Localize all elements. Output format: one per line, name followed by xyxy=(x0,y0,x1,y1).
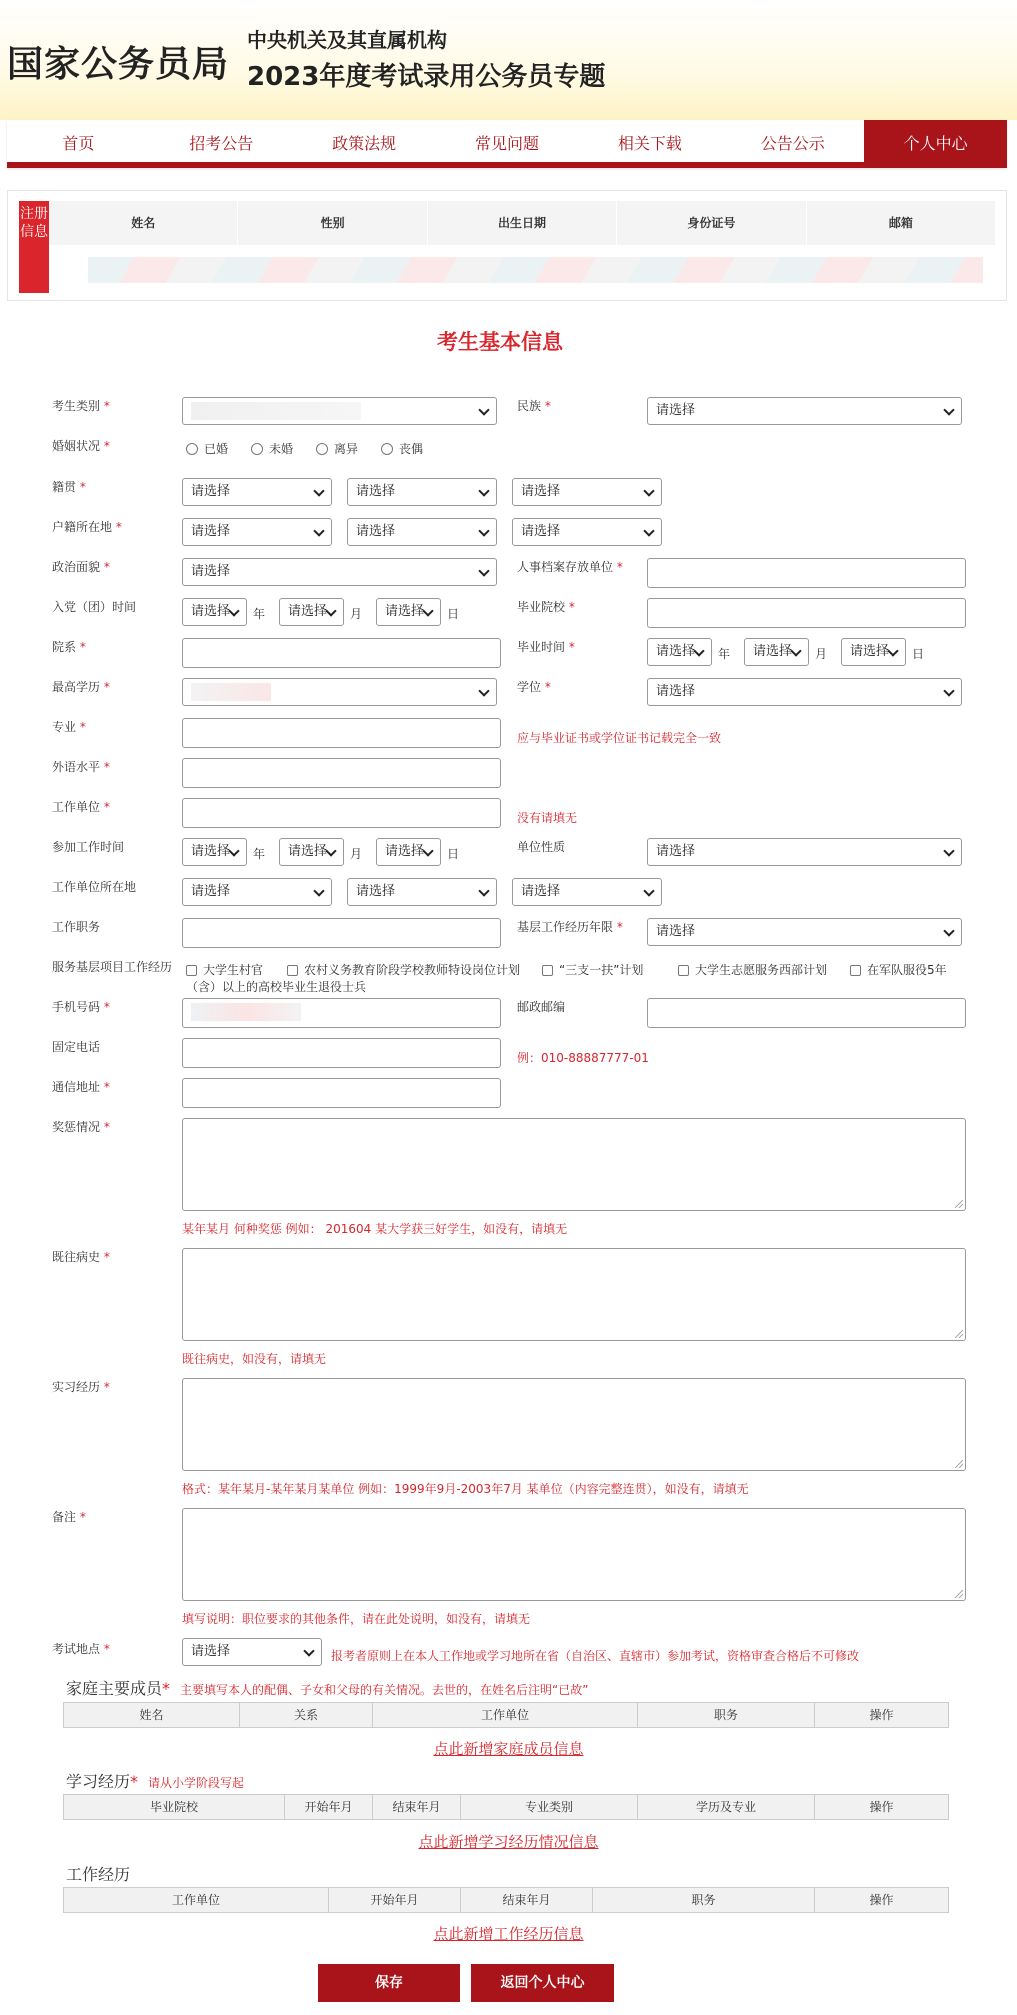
internship-hint: 格式：某年某月-某年某月某单位 例如：1999年9月-2003年7月 某单位（内容完整连贯），如没有，请填无 xyxy=(182,1482,749,1496)
nav-notices[interactable]: 公告公示 xyxy=(760,134,825,153)
label-ethnic: 民族 * xyxy=(517,399,551,413)
service-checkbox-village-official[interactable]: 大学生村官 xyxy=(186,961,263,978)
work-col-start: 开始年月 xyxy=(329,1888,461,1912)
family-col-position: 职务 xyxy=(638,1703,815,1727)
label-marital: 婚姻状况 * xyxy=(52,439,110,453)
unit-year: 年 xyxy=(253,607,266,621)
category-select[interactable] xyxy=(182,397,497,425)
work-year-select[interactable]: 请选择 xyxy=(182,838,247,866)
label-position: 工作职务 xyxy=(52,920,101,934)
label-category: 考生类别 * xyxy=(52,399,110,413)
registration-table-header xyxy=(49,201,996,245)
hukou-county-select[interactable]: 请选择 xyxy=(512,518,662,546)
major-hint: 应与毕业证书或学位证书记载完全一致 xyxy=(517,731,722,745)
awards-hint: 某年某月 何种奖惩 例如： 201604 某大学获三好学生，如没有，请填无 xyxy=(182,1222,568,1236)
edu-select[interactable] xyxy=(182,678,497,706)
service-checkbox-rural-teacher[interactable]: 农村义务教育阶段学校教师特设岗位计划 xyxy=(287,961,520,978)
marital-radio-widowed[interactable]: 丧偶 xyxy=(381,440,423,457)
add-study-link[interactable]: 点此新增学习经历情况信息 xyxy=(418,1833,599,1851)
unit-day: 日 xyxy=(447,847,460,861)
medical-hint: 既往病史，如没有，请填无 xyxy=(182,1352,327,1366)
service-checkbox-sanzhi-yifu[interactable]: “三支一扶”计划 xyxy=(542,961,643,978)
add-work-link[interactable]: 点此新增工作经历信息 xyxy=(433,1925,584,1943)
label-language: 外语水平 * xyxy=(52,760,110,774)
family-col-employer: 工作单位 xyxy=(373,1703,638,1727)
family-col-relation: 关系 xyxy=(240,1703,373,1727)
exam-loc-hint: 报考者原则上在本人工作地或学习地所在省（自治区、直辖市）参加考试，资格审查合格后不可修改 xyxy=(331,1649,860,1663)
registration-info-panel xyxy=(7,190,1007,301)
employer-input[interactable] xyxy=(182,798,501,828)
remarks-textarea[interactable] xyxy=(182,1508,966,1601)
grad-month-select[interactable]: 请选择 xyxy=(744,638,809,666)
tel-input[interactable] xyxy=(182,1038,501,1068)
label-internship: 实习经历 * xyxy=(52,1380,110,1394)
work-loc-county-select[interactable]: 请选择 xyxy=(512,878,662,906)
unit-day: 日 xyxy=(912,647,925,661)
site-header xyxy=(0,0,1017,120)
nav-home[interactable]: 首页 xyxy=(62,134,95,153)
site-logo[interactable]: 国家公务员局 xyxy=(7,44,230,85)
label-remarks: 备注 * xyxy=(52,1510,86,1524)
dept-input[interactable] xyxy=(182,638,501,668)
back-to-center-button[interactable]: 返回个人中心 xyxy=(471,1964,614,2002)
label-hukou: 户籍所在地 * xyxy=(52,520,122,534)
unit-day: 日 xyxy=(447,607,460,621)
unit-type-select[interactable]: 请选择 xyxy=(647,838,962,866)
party-day-select[interactable]: 请选择 xyxy=(376,598,441,626)
label-grad-time: 毕业时间 * xyxy=(517,640,575,654)
label-exam-loc: 考试地点 * xyxy=(52,1642,110,1656)
political-select[interactable]: 请选择 xyxy=(182,558,497,586)
study-section-title: 学习经历* 请从小学阶段写起 xyxy=(66,1772,245,1791)
label-work-start: 参加工作时间 xyxy=(52,840,125,854)
work-month-select[interactable]: 请选择 xyxy=(279,838,344,866)
header-subtitle: 中央机关及其直属机构 xyxy=(247,28,447,52)
position-input[interactable] xyxy=(182,918,501,948)
study-col-category: 专业类别 xyxy=(461,1795,638,1819)
col-name: 姓名 xyxy=(49,201,238,245)
party-year-select[interactable]: 请选择 xyxy=(182,598,247,626)
hukou-city-select[interactable]: 请选择 xyxy=(347,518,497,546)
native-city-select[interactable]: 请选择 xyxy=(347,478,497,506)
native-county-select[interactable]: 请选择 xyxy=(512,478,662,506)
label-awards: 奖惩情况 * xyxy=(52,1120,110,1134)
service-veteran-line2: （含）以上的高校毕业生退役士兵 xyxy=(186,980,367,994)
unit-year: 年 xyxy=(253,847,266,861)
work-col-employer: 工作单位 xyxy=(64,1888,329,1912)
label-political: 政治面貌 * xyxy=(52,560,110,574)
nav-personal-center[interactable]: 个人中心 xyxy=(864,120,1007,162)
work-loc-city-select[interactable]: 请选择 xyxy=(347,878,497,906)
label-unit-type: 单位性质 xyxy=(517,840,566,854)
save-button[interactable]: 保存 xyxy=(318,1964,460,2002)
address-input[interactable] xyxy=(182,1078,501,1108)
work-section-title: 工作经历 xyxy=(66,1865,131,1884)
work-day-select[interactable]: 请选择 xyxy=(376,838,441,866)
awards-textarea[interactable] xyxy=(182,1118,966,1211)
marital-radio-divorced[interactable]: 离异 xyxy=(316,440,358,457)
label-party-time: 入党（团）时间 xyxy=(52,600,137,614)
postcode-input[interactable] xyxy=(647,998,966,1028)
label-medical: 既往病史 * xyxy=(52,1250,110,1264)
marital-radio-married[interactable]: 已婚 xyxy=(186,440,228,457)
phone-input[interactable] xyxy=(182,998,501,1028)
nav-faq[interactable]: 常见问题 xyxy=(475,134,540,153)
label-address: 通信地址 * xyxy=(52,1080,110,1094)
work-col-end: 结束年月 xyxy=(461,1888,593,1912)
remarks-hint: 填写说明：职位要求的其他条件，请在此处说明，如没有，请填无 xyxy=(182,1612,531,1626)
label-school: 毕业院校 * xyxy=(517,600,575,614)
marital-radio-unmarried[interactable]: 未婚 xyxy=(251,440,293,457)
internship-textarea[interactable] xyxy=(182,1378,966,1471)
registration-row-redacted xyxy=(88,257,983,283)
study-col-start: 开始年月 xyxy=(285,1795,373,1819)
study-col-action: 操作 xyxy=(869,1800,894,1814)
add-family-member-link[interactable]: 点此新增家庭成员信息 xyxy=(433,1740,584,1758)
work-col-position: 职务 xyxy=(593,1888,815,1912)
label-work-loc: 工作单位所在地 xyxy=(52,880,137,894)
nav-announcements[interactable]: 招考公告 xyxy=(189,134,254,153)
service-checkbox-veteran[interactable]: 在军队服役5年 xyxy=(850,961,947,978)
family-col-action: 操作 xyxy=(869,1708,894,1722)
col-email: 邮箱 xyxy=(807,201,996,245)
study-col-degree-major: 学历及专业 xyxy=(638,1795,815,1819)
unit-year: 年 xyxy=(718,647,731,661)
label-archive: 人事档案存放单位 * xyxy=(517,560,623,574)
employer-hint: 没有请填无 xyxy=(517,811,578,825)
nav-downloads[interactable]: 相关下载 xyxy=(617,134,682,153)
unit-month: 月 xyxy=(815,647,828,661)
language-input[interactable] xyxy=(182,758,501,788)
major-input[interactable] xyxy=(182,718,501,748)
label-degree: 学位 * xyxy=(517,680,551,694)
unit-month: 月 xyxy=(350,607,363,621)
work-loc-province-select[interactable]: 请选择 xyxy=(182,878,332,906)
service-checkbox-western-volunteer[interactable]: 大学生志愿服务西部计划 xyxy=(678,961,827,978)
family-section-title: 家庭主要成员* 主要填写本人的配偶、子女和父母的有关情况。去世的，在姓名后注明“已故” xyxy=(66,1679,589,1698)
label-phone: 手机号码 * xyxy=(52,1000,110,1014)
degree-select[interactable]: 请选择 xyxy=(647,678,962,706)
study-col-school: 毕业院校 xyxy=(64,1795,285,1819)
label-employer: 工作单位 * xyxy=(52,800,110,814)
archive-input[interactable] xyxy=(647,558,966,588)
medical-textarea[interactable] xyxy=(182,1248,966,1341)
work-table-header xyxy=(63,1887,949,1913)
col-birthdate: 出生日期 xyxy=(428,201,617,245)
label-major: 专业 * xyxy=(52,720,86,734)
native-province-select[interactable]: 请选择 xyxy=(182,478,332,506)
header-title: 2023年度考试录用公务员专题 xyxy=(247,62,606,92)
party-month-select[interactable]: 请选择 xyxy=(279,598,344,626)
nav-policies[interactable]: 政策法规 xyxy=(332,134,397,153)
exam-loc-select[interactable]: 请选择 xyxy=(182,1638,322,1666)
work-col-action: 操作 xyxy=(869,1893,894,1907)
grad-year-select[interactable]: 请选择 xyxy=(647,638,712,666)
family-col-name: 姓名 xyxy=(64,1703,240,1727)
grad-day-select[interactable]: 请选择 xyxy=(841,638,906,666)
unit-month: 月 xyxy=(350,847,363,861)
label-postcode: 邮政邮编 xyxy=(517,1000,566,1014)
study-table-header xyxy=(63,1794,949,1820)
hukou-province-select[interactable]: 请选择 xyxy=(182,518,332,546)
label-edu: 最高学历 * xyxy=(52,680,110,694)
form-title: 考生基本信息 xyxy=(437,330,563,354)
grassroots-years-select[interactable]: 请选择 xyxy=(647,918,962,946)
family-table-header xyxy=(63,1702,949,1728)
main-nav xyxy=(7,120,1007,168)
tel-hint: 例：010-88887777-01 xyxy=(517,1051,649,1065)
col-gender: 性别 xyxy=(238,201,427,245)
label-service-project: 服务基层项目工作经历 xyxy=(52,960,173,974)
ethnic-select[interactable]: 请选择 xyxy=(647,397,962,425)
label-dept: 院系 * xyxy=(52,640,86,654)
label-grassroots-years: 基层工作经历年限 * xyxy=(517,920,623,934)
study-col-end: 结束年月 xyxy=(373,1795,461,1819)
school-input[interactable] xyxy=(647,598,966,628)
registration-info-tag: 注册信息 xyxy=(19,201,49,293)
label-native: 籍贯 * xyxy=(52,480,86,494)
col-id-number: 身份证号 xyxy=(617,201,806,245)
label-tel: 固定电话 xyxy=(52,1040,101,1054)
